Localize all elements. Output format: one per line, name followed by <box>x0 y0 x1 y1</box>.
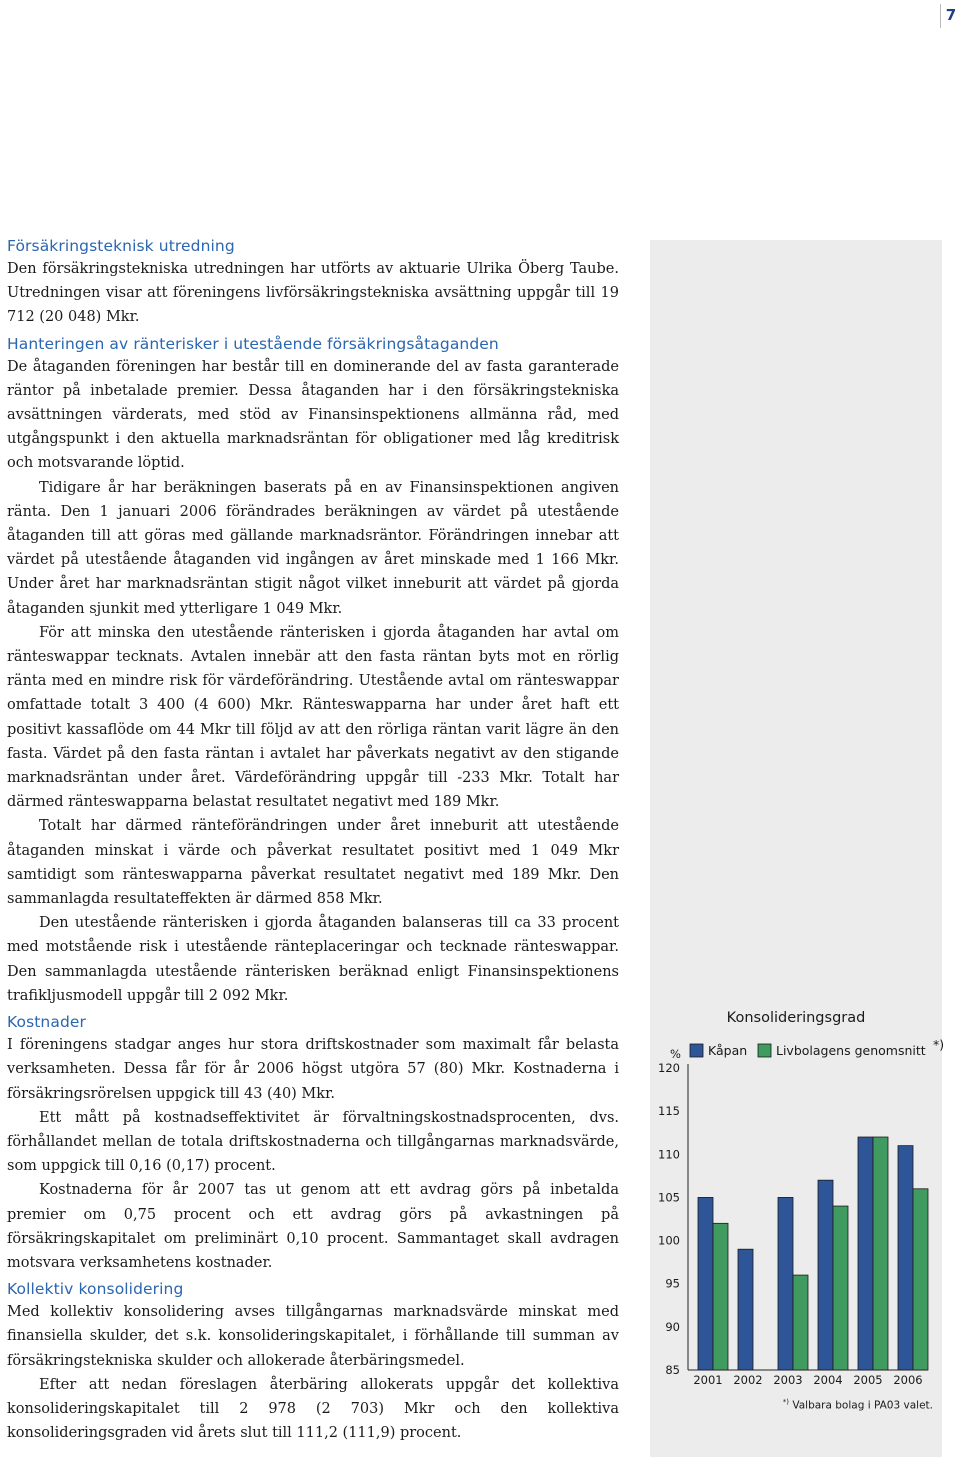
bar-0-2001 <box>698 1197 713 1370</box>
y-tick-label: 110 <box>658 1147 680 1162</box>
bar-0-2006 <box>898 1146 913 1370</box>
y-tick-label: 115 <box>658 1104 680 1119</box>
y-tick-label: 105 <box>658 1190 680 1205</box>
body-paragraph: Med kollektiv konsolidering avses tillgångarnas marknadsvärde minskat med finansiella skulder, det s.k. konsolideringskapitalet, i förhållande till summan av försäkringstekniska skulder och allokerade återbäringsmedel. <box>7 1304 619 1369</box>
bar-1-2005 <box>873 1137 888 1370</box>
body-paragraph: Tidigare år har beräkningen baserats på en av Finansinspektionen angiven ränta. Den 1 januari 2006 förändrades beräkningen av värdet på utestående åtaganden till att göras med gällande marknadsräntor. Förändringen innebar att värdet på utestående åtaganden vid ingången av året minskade med 1 166 Mkr. Under året har marknadsräntan stigit något vilket inneburit att värdet på gjorda åtaganden sjunkit med ytterligare 1 049 Mkr. <box>7 479 619 617</box>
section-heading: Hanteringen av ränterisker i utestående försäkringsåtaganden <box>7 334 499 353</box>
section-heading: Försäkringsteknisk utredning <box>7 237 235 255</box>
section-heading: Kostnader <box>7 1013 86 1032</box>
y-axis-unit-label: % <box>670 1047 681 1061</box>
body-paragraph: Den försäkringstekniska utredningen har utförts av aktuarie Ulrika Öberg Taube. Utredningen visar att föreningens livförsäkringstekniska avsättning uppgår till 19 712 (20 048) Mkr. <box>7 261 619 326</box>
body-paragraph: Totalt har därmed ränteförändringen under året inneburit att utestående åtaganden minskat i värde och påverkat resultatet positivt med 1 049 Mkr samtidigt som ränteswapparna påverkat resultatet negativt med 189 Mkr. Den sammanlagda resultateffekten är därmed 858 Mkr. <box>7 818 619 908</box>
legend-label-1: Livbolagens genomsnitt <box>776 1043 926 1058</box>
body-paragraph: I föreningens stadgar anges hur stora driftskostnader som maximalt får belasta verksamheten. Dessa får för år 2006 högst utgöra 57 (80) Mkr. Kostnaderna i försäkringsrörelsen uppgick till 43 (40) Mkr. <box>7 1037 619 1102</box>
y-tick-label: 85 <box>665 1363 680 1377</box>
y-tick-label: 95 <box>665 1276 680 1291</box>
x-tick-label: 2006 <box>893 1373 923 1387</box>
bar-1-2003 <box>793 1275 808 1370</box>
section-heading: Kollektiv konsolidering <box>7 1280 184 1299</box>
consolidation-bar-chart <box>650 240 945 1457</box>
y-tick-label: 90 <box>665 1319 680 1334</box>
bar-1-2001 <box>713 1223 728 1370</box>
bar-0-2002 <box>738 1249 753 1370</box>
y-tick-label: 100 <box>658 1233 680 1248</box>
x-tick-label: 2001 <box>693 1373 723 1387</box>
x-tick-label: 2005 <box>853 1373 883 1387</box>
chart-title: Konsolideringsgrad <box>726 1010 866 1026</box>
x-tick-label: 2002 <box>733 1373 763 1387</box>
body-paragraph: Efter att nedan föreslagen återbäring allokerats uppgår det kollektiva konsolideringskapitalet till 2 978 (2 703) Mkr och den kollektiva konsolideringsgraden vid årets slut till 111,2 (111,9) procent. <box>7 1376 619 1442</box>
bar-0-2003 <box>778 1197 793 1370</box>
page-number: 7 <box>940 4 961 28</box>
body-paragraph: Den utestående ränterisken i gjorda åtaganden balanseras till ca 33 procent med motstående risk i utestående ränteplaceringar och tecknade ränteswappar. Den sammanlagda utestående ränterisken beräknad enligt Finansinspektionens trafikljusmodell uppgår till 2 092 Mkr. <box>7 915 619 1004</box>
chart-footnote: *) Valbara bolag i PA03 valet. <box>782 1398 933 1412</box>
legend-swatch-1 <box>758 1044 771 1057</box>
bar-0-2005 <box>858 1137 873 1370</box>
legend-swatch-0 <box>690 1044 703 1057</box>
bar-1-2006 <box>913 1189 928 1370</box>
chart-sidebar <box>650 240 945 1457</box>
bar-1-2004 <box>833 1206 848 1370</box>
body-paragraph: Kostnaderna för år 2007 tas ut genom att ett avdrag görs på inbetalda premier om 0,75 procent och ett avdrag görs på avkastningen på försäkringskapitalet om preliminärt 0,10 procent. Sammantaget skall avdragen motsvara verksamhetens kostnader. <box>7 1182 619 1271</box>
y-tick-label: 120 <box>658 1061 680 1075</box>
x-tick-label: 2003 <box>773 1373 803 1387</box>
body-paragraph: För att minska den utestående ränterisken i gjorda åtaganden har avtal om ränteswappar tecknats. Avtalen innebär att den fasta räntan byts mot en rörlig ränta med en mindre risk för värdeförändring. Utestående avtal om ränteswappar omfattade totalt 3 400 (4 600) Mkr. Ränteswapparna har under året haft ett positivt kassaflöde om 44 Mkr till följd av att den rörliga räntan varit lägre än den fasta. Värdet på den fasta räntan i avtalet har påverkats negativt av den stigande marknadsräntan under året. Värdeförändring uppgår till -233 Mkr. Totalt har därmed ränteswapparna belastat resultatet negativt med 189 Mkr. <box>7 624 619 811</box>
article-text-column <box>7 235 619 1445</box>
legend-superscript-1: *) <box>933 1037 945 1052</box>
x-tick-label: 2004 <box>813 1373 843 1387</box>
legend-label-0: Kåpan <box>708 1043 748 1058</box>
bar-0-2004 <box>818 1180 833 1370</box>
body-paragraph: Ett mått på kostnadseffektivitet är förvaltningskostnadsprocenten, dvs. förhållandet mellan de totala driftskostnaderna och tillgångarnas marknadsvärde, som uppgick till 0,16 (0,17) procent. <box>7 1109 619 1175</box>
body-paragraph: De åtaganden föreningen har består till en dominerande del av fasta garanterade räntor på inbetalade premier. Dessa åtaganden har i den försäkringstekniska avsättningen värderats, med stöd av Finansinspektionens allmänna råd, med utgångspunkt i den aktuella marknadsräntan för obligationer med låg kreditrisk och motsvarande löptid. <box>7 358 619 472</box>
